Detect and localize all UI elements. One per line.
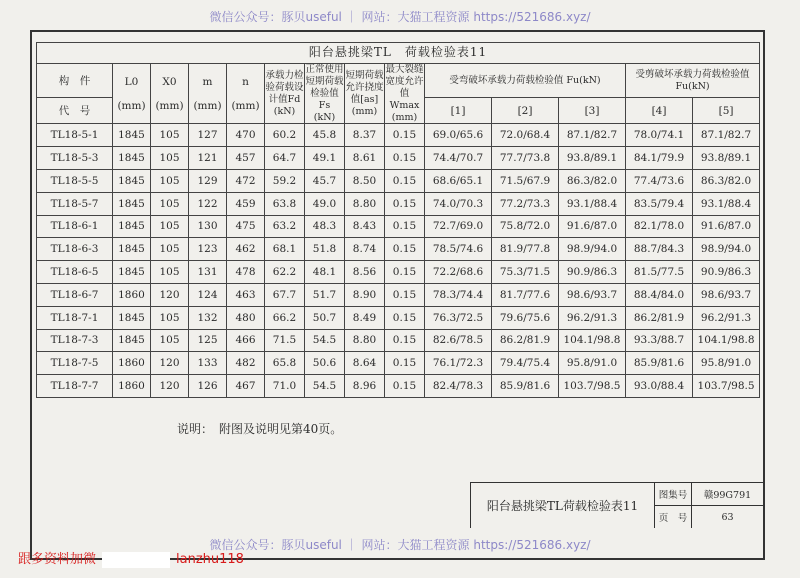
table-cell: 120 [151,375,189,398]
header-crack-width [385,64,425,124]
table-cell: 81.9/77.8 [492,238,559,261]
table-cell: 8.74 [345,238,385,261]
table-cell: 78.0/74.1 [626,124,693,147]
table-cell: 82.1/78.0 [626,215,693,238]
table-cell: 8.49 [345,306,385,329]
table-cell: 93.3/88.7 [626,329,693,352]
table-cell: 8.64 [345,352,385,375]
table-cell: 472 [227,169,265,192]
table-row [37,238,760,261]
table-cell: 467 [227,375,265,398]
table-cell: 83.5/79.4 [626,192,693,215]
table-cell: 105 [151,147,189,170]
header-crack-width-unit: (mm) [391,111,418,123]
table-cell: 68.6/65.1 [425,169,492,192]
table-note: 说明： 附图及说明见第40页。 [177,422,343,436]
table-cell: 0.15 [385,306,425,329]
table-cell: 1845 [113,329,151,352]
table-cell: 90.9/86.3 [693,261,760,284]
table-cell: 49.0 [305,192,345,215]
component-code-cell: TL18-5-1 [37,124,113,147]
table-row [37,169,760,192]
table-cell: 66.2 [265,306,305,329]
table-cell: 0.15 [385,375,425,398]
header-x0-label: X0 [162,75,177,88]
contact-mask [102,552,170,568]
table-cell: 77.4/73.6 [626,169,693,192]
table-cell: 95.8/91.0 [559,352,626,375]
table-cell: 466 [227,329,265,352]
table-cell: 0.15 [385,124,425,147]
table-cell: 86.2/81.9 [492,329,559,352]
table-cell: 8.37 [345,124,385,147]
load-test-table [36,42,760,398]
title-block-page-row [655,505,763,528]
table-cell: 1845 [113,147,151,170]
table-cell: 105 [151,329,189,352]
page-number-label: 页 号 [655,506,692,528]
table-cell: 8.56 [345,261,385,284]
table-cell: 72.2/68.6 [425,261,492,284]
component-code-cell: TL18-7-7 [37,375,113,398]
table-cell: 132 [189,306,227,329]
table-cell: 69.0/65.6 [425,124,492,147]
table-cell: 91.6/87.0 [693,215,760,238]
component-code-cell: TL18-6-7 [37,283,113,306]
table-row [37,215,760,238]
table-row [37,147,760,170]
table-cell: 103.7/98.5 [559,375,626,398]
table-cell: 0.15 [385,283,425,306]
table-cell: 8.61 [345,147,385,170]
table-cell: 63.8 [265,192,305,215]
table-cell: 0.15 [385,147,425,170]
table-cell: 8.43 [345,215,385,238]
table-cell: 74.4/70.7 [425,147,492,170]
table-cell: 1845 [113,192,151,215]
table-cell: 8.80 [345,192,385,215]
table-cell: 129 [189,169,227,192]
table-cell: 93.1/88.4 [559,192,626,215]
header-l0-label: L0 [124,75,139,88]
table-cell: 120 [151,352,189,375]
table-cell: 133 [189,352,227,375]
header-col-5: [5] [693,98,760,124]
table-row [37,352,760,375]
header-m-label: m [202,75,213,88]
table-cell: 45.8 [305,124,345,147]
table-cell: 82.6/78.5 [425,329,492,352]
table-cell: 1845 [113,169,151,192]
table-cell: 77.7/73.8 [492,147,559,170]
table-cell: 50.7 [305,306,345,329]
table-cell: 104.1/98.8 [693,329,760,352]
table-cell: 0.15 [385,215,425,238]
table-cell: 87.1/82.7 [693,124,760,147]
table-cell: 71.5/67.9 [492,169,559,192]
table-cell: 45.7 [305,169,345,192]
table-cell: 98.9/94.0 [693,238,760,261]
header-m-unit: (mm) [193,99,222,112]
watermark-header-top: 微信公众号：豚贝useful ｜ 网站：大猫工程资源 https://521686.xyz/ [209,10,591,24]
table-cell: 74.0/70.3 [425,192,492,215]
table-cell: 1845 [113,238,151,261]
table-cell: 85.9/81.6 [492,375,559,398]
page-number-value: 63 [721,511,734,523]
table-cell: 0.15 [385,192,425,215]
table-cell: 90.9/86.3 [559,261,626,284]
component-code-cell: TL18-7-1 [37,306,113,329]
table-cell: 0.15 [385,169,425,192]
table-cell: 68.1 [265,238,305,261]
header-fs [305,64,345,124]
table-cell: 103.7/98.5 [693,375,760,398]
contact-prefix: 跟多资料加微 [18,552,97,567]
header-l0-unit: (mm) [117,99,146,112]
table-cell: 76.1/72.3 [425,352,492,375]
table-cell: 49.1 [305,147,345,170]
title-block [470,482,763,528]
header-crack-width-label: 最大裂缝宽度允许值Wmax [385,64,424,111]
table-cell: 8.90 [345,283,385,306]
table-cell: 105 [151,261,189,284]
table-cell: 78.3/74.4 [425,283,492,306]
component-code-cell: TL18-5-3 [37,147,113,170]
table-cell: 65.8 [265,352,305,375]
table-cell: 63.2 [265,215,305,238]
title-block-atlas-row [655,483,763,505]
load-test-table-wrapper [36,42,759,398]
header-code: 代 号 [37,98,113,124]
table-cell: 60.2 [265,124,305,147]
table-cell: 86.2/81.9 [626,306,693,329]
table-cell: 64.7 [265,147,305,170]
table-cell: 87.1/82.7 [559,124,626,147]
table-cell: 88.4/84.0 [626,283,693,306]
header-flexural-group: 受弯破坏承载力荷载检验值 Fu(kN) [425,64,626,98]
table-title: 阳台悬挑梁TL 荷载检验表11 [37,43,760,64]
header-col-3: [3] [559,98,626,124]
table-cell: 91.6/87.0 [559,215,626,238]
table-cell: 50.6 [305,352,345,375]
table-cell: 98.6/93.7 [559,283,626,306]
table-cell: 93.8/89.1 [559,147,626,170]
table-cell: 127 [189,124,227,147]
table-row [37,124,760,147]
header-n [227,64,265,124]
table-cell: 124 [189,283,227,306]
component-code-cell: TL18-6-1 [37,215,113,238]
title-block-side [655,483,763,528]
component-code-cell: TL18-6-3 [37,238,113,261]
table-cell: 480 [227,306,265,329]
header-shear-group: 受剪破坏承载力荷载检验值 Fu(kN) [626,64,760,98]
table-cell: 88.7/84.3 [626,238,693,261]
table-cell: 98.6/93.7 [693,283,760,306]
table-cell: 1860 [113,283,151,306]
table-cell: 48.3 [305,215,345,238]
table-cell: 482 [227,352,265,375]
table-cell: 131 [189,261,227,284]
table-cell: 457 [227,147,265,170]
table-cell: 0.15 [385,352,425,375]
header-deflection-label: 短期荷载允许挠度值[as] [345,69,384,105]
table-cell: 126 [189,375,227,398]
table-cell: 62.2 [265,261,305,284]
drawing-frame [30,30,765,560]
table-cell: 478 [227,261,265,284]
table-cell: 81.5/77.5 [626,261,693,284]
table-cell: 122 [189,192,227,215]
table-cell: 0.15 [385,261,425,284]
table-cell: 71.0 [265,375,305,398]
atlas-number-label: 图集号 [655,483,692,505]
table-cell: 48.1 [305,261,345,284]
table-cell: 1860 [113,352,151,375]
table-cell: 130 [189,215,227,238]
table-cell: 72.0/68.4 [492,124,559,147]
header-l0 [113,64,151,124]
table-cell: 8.96 [345,375,385,398]
table-cell: 75.8/72.0 [492,215,559,238]
component-code-cell: TL18-5-5 [37,169,113,192]
table-cell: 86.3/82.0 [693,169,760,192]
header-col-1: [1] [425,98,492,124]
header-fd-unit: (kN) [273,105,296,117]
table-cell: 105 [151,169,189,192]
contact-id: lanzhu118 [176,552,244,567]
table-cell: 1845 [113,215,151,238]
table-cell: 59.2 [265,169,305,192]
watermark-header-bottom: 微信公众号：豚贝useful ｜ 网站：大猫工程资源 https://521686.xyz/ [209,538,591,552]
table-cell: 93.0/88.4 [626,375,693,398]
table-cell: 8.50 [345,169,385,192]
table-cell: 475 [227,215,265,238]
table-cell: 79.6/75.6 [492,306,559,329]
header-x0-unit: (mm) [155,99,184,112]
table-cell: 51.8 [305,238,345,261]
header-deflection-unit: (mm) [351,105,378,117]
header-fs-label: 正常使用短期荷载检验值Fs [305,64,344,111]
table-cell: 78.5/74.6 [425,238,492,261]
table-cell: 121 [189,147,227,170]
table-row [37,329,760,352]
component-code-cell: TL18-7-5 [37,352,113,375]
table-cell: 98.9/94.0 [559,238,626,261]
header-fd [265,64,305,124]
table-cell: 67.7 [265,283,305,306]
table-cell: 463 [227,283,265,306]
table-cell: 105 [151,238,189,261]
component-code-cell: TL18-5-7 [37,192,113,215]
table-cell: 93.1/88.4 [693,192,760,215]
table-cell: 105 [151,192,189,215]
table-cell: 84.1/79.9 [626,147,693,170]
table-row [37,261,760,284]
table-cell: 8.80 [345,329,385,352]
header-col-2: [2] [492,98,559,124]
table-cell: 0.15 [385,238,425,261]
table-cell: 93.8/89.1 [693,147,760,170]
header-n-unit: (mm) [231,99,260,112]
table-cell: 1845 [113,124,151,147]
table-cell: 95.8/91.0 [693,352,760,375]
table-cell: 96.2/91.3 [693,306,760,329]
component-code-cell: TL18-7-3 [37,329,113,352]
table-cell: 459 [227,192,265,215]
table-cell: 86.3/82.0 [559,169,626,192]
header-component: 构 件 [37,64,113,98]
contact-banner [18,548,244,568]
table-cell: 470 [227,124,265,147]
table-row [37,283,760,306]
table-cell: 75.3/71.5 [492,261,559,284]
table-cell: 123 [189,238,227,261]
table-cell: 105 [151,215,189,238]
header-n-label: n [242,75,249,88]
table-cell: 82.4/78.3 [425,375,492,398]
table-cell: 79.4/75.4 [492,352,559,375]
table-cell: 96.2/91.3 [559,306,626,329]
header-m [189,64,227,124]
header-col-4: [4] [626,98,693,124]
table-row [37,375,760,398]
table-cell: 105 [151,124,189,147]
table-cell: 462 [227,238,265,261]
table-cell: 1845 [113,306,151,329]
header-deflection [345,64,385,124]
table-cell: 72.7/69.0 [425,215,492,238]
table-row [37,192,760,215]
table-cell: 76.3/72.5 [425,306,492,329]
title-block-name: 阳台悬挑梁TL荷载检验表11 [471,483,655,528]
table-body [37,124,760,398]
table-cell: 81.7/77.6 [492,283,559,306]
table-row [37,306,760,329]
table-cell: 85.9/81.6 [626,352,693,375]
table-cell: 1845 [113,261,151,284]
header-fd-label: 承载力检验荷载设计值Fd [265,69,304,105]
table-cell: 71.5 [265,329,305,352]
atlas-number-value: 赣99G791 [703,490,752,501]
table-cell: 77.2/73.3 [492,192,559,215]
table-cell: 51.7 [305,283,345,306]
table-cell: 104.1/98.8 [559,329,626,352]
table-cell: 0.15 [385,329,425,352]
table-cell: 120 [151,283,189,306]
header-x0 [151,64,189,124]
table-cell: 1860 [113,375,151,398]
table-cell: 105 [151,306,189,329]
table-cell: 54.5 [305,329,345,352]
table-cell: 125 [189,329,227,352]
component-code-cell: TL18-6-5 [37,261,113,284]
header-fs-unit: (kN) [313,111,336,123]
table-cell: 54.5 [305,375,345,398]
